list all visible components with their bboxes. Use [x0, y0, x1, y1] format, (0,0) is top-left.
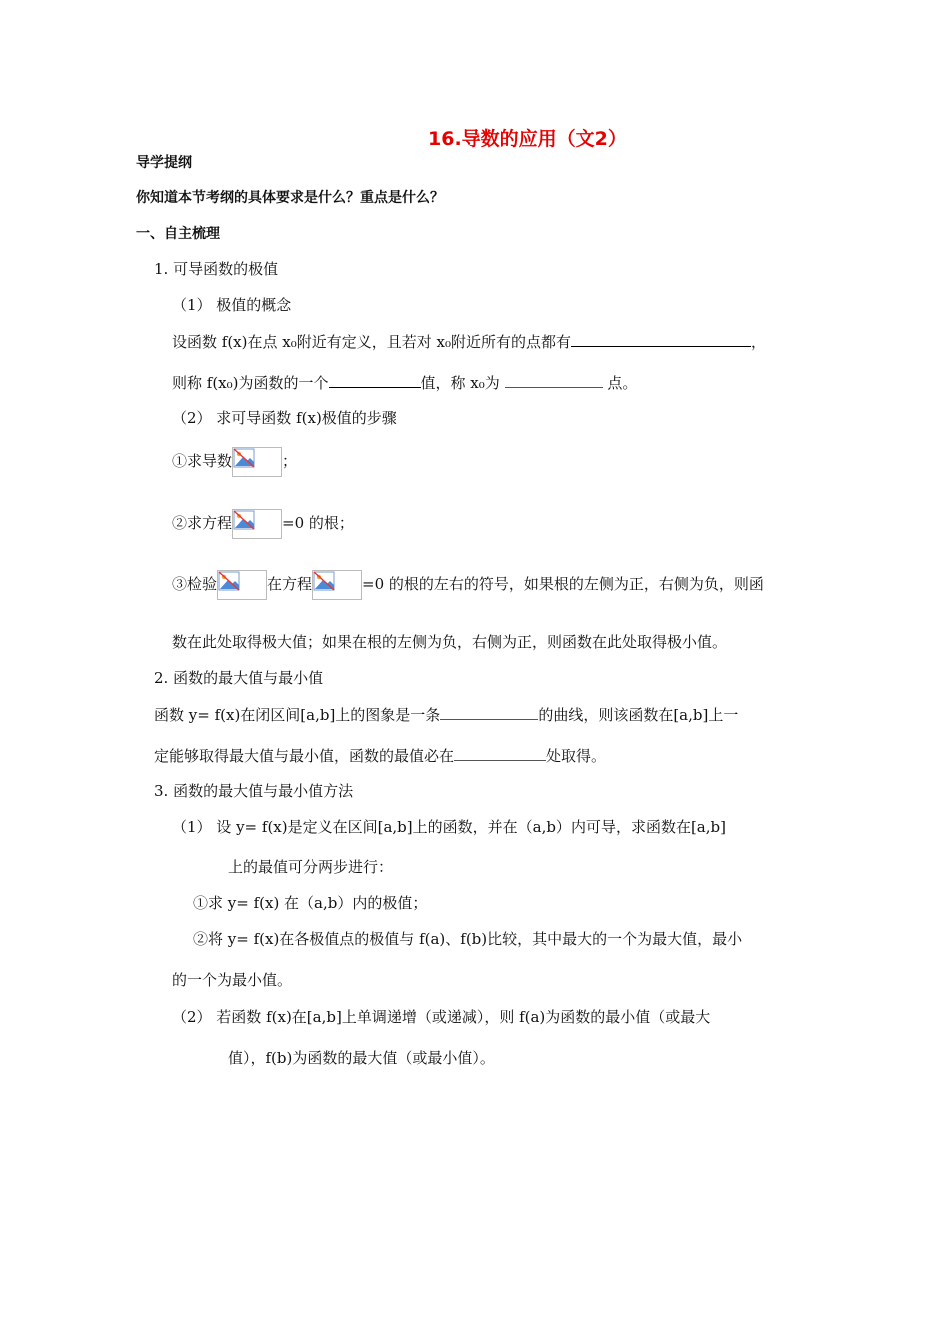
step-3-mid: 在方程 [267, 575, 313, 593]
definition-line-1-end: ， [750, 333, 766, 351]
definition-line-1-text: 设函数 f(x)在点 x₀附近有定义，且若对 x₀附近所有的点都有 [172, 333, 571, 351]
item-1-heading: 1. 可导函数的极值 [154, 260, 279, 278]
definition-line-2-mid: 值，称 x₀为 [420, 374, 500, 392]
step-3-post: =0 的根的左右的符号，如果根的左侧为正，右侧为负，则函 [362, 575, 764, 593]
fill-blank-2[interactable] [329, 372, 421, 388]
question-text: 你知道本节考纲的具体要求是什么？重点是什么？ [136, 190, 444, 206]
maxmin-line-2-post: 处取得。 [546, 747, 607, 765]
maxmin-line-2 [154, 745, 606, 766]
substep-2-line-1: ②将 y= f(x)在各极值点的极值与 f(a)、f(b)比较，其中最大的一个为最大值，最小 [193, 930, 743, 948]
broken-image-icon [312, 570, 362, 600]
item-3-1-line-1: （1） 设 y= f(x)是定义在区间[a,b]上的函数，并在（a,b）内可导，求函数在[a,b] [172, 818, 726, 836]
item-3-2-line-2: 值），f(b)为函数的最大值（或最小值）。 [228, 1049, 495, 1067]
step-1-post: ； [282, 452, 298, 470]
item-2-heading: 2. 函数的最大值与最小值 [154, 669, 324, 687]
definition-line-2-pre: 则称 f(x₀)为函数的一个 [172, 374, 329, 392]
step-1-pre: ①求导数 [172, 452, 233, 470]
fill-blank-1[interactable] [571, 331, 751, 347]
guide-heading: 导学提纲 [136, 155, 192, 171]
step-3-pre: ③检验 [172, 575, 218, 593]
definition-line-2 [172, 372, 637, 393]
maxmin-line-1 [154, 704, 738, 725]
fill-blank-4[interactable] [440, 704, 538, 720]
definition-line-2-end: 点。 [607, 374, 638, 392]
item-1-1-heading: （1） 极值的概念 [172, 296, 292, 314]
maxmin-line-1-post: 的曲线，则该函数在[a,b]上一 [538, 706, 739, 724]
item-1-2-heading: （2） 求可导函数 f(x)极值的步骤 [172, 409, 397, 427]
fill-blank-3[interactable] [505, 372, 603, 388]
step-1 [172, 443, 297, 479]
maxmin-line-1-pre: 函数 y= f(x)在闭区间[a,b]上的图象是一条 [154, 706, 441, 724]
section-heading-1: 一、自主梳理 [136, 226, 220, 242]
fill-blank-5[interactable] [454, 745, 546, 761]
item-3-1-line-2: 上的最值可分两步进行： [228, 858, 394, 876]
step-2-pre: ②求方程 [172, 514, 233, 532]
broken-image-icon [232, 447, 282, 477]
step-3 [172, 566, 764, 602]
broken-image-icon [232, 509, 282, 539]
step-2-post: =0 的根； [282, 514, 354, 532]
broken-image-icon [217, 570, 267, 600]
document-title: 16.导数的应用（文2） [428, 128, 627, 150]
substep-1: ①求 y= f(x) 在（a,b）内的极值； [193, 894, 428, 912]
definition-line-1 [172, 331, 766, 352]
step-3-continued: 数在此处取得极大值；如果在根的左侧为负，右侧为正，则函数在此处取得极小值。 [172, 633, 728, 651]
substep-2-line-2: 的一个为最小值。 [172, 971, 293, 989]
step-2 [172, 505, 354, 541]
item-3-2-line-1: （2） 若函数 f(x)在[a,b]上单调递增（或递减），则 f(a)为函数的最小值（或最大 [172, 1008, 711, 1026]
item-3-heading: 3. 函数的最大值与最小值方法 [154, 782, 354, 800]
maxmin-line-2-pre: 定能够取得最大值与最小值，函数的最值必在 [154, 747, 455, 765]
